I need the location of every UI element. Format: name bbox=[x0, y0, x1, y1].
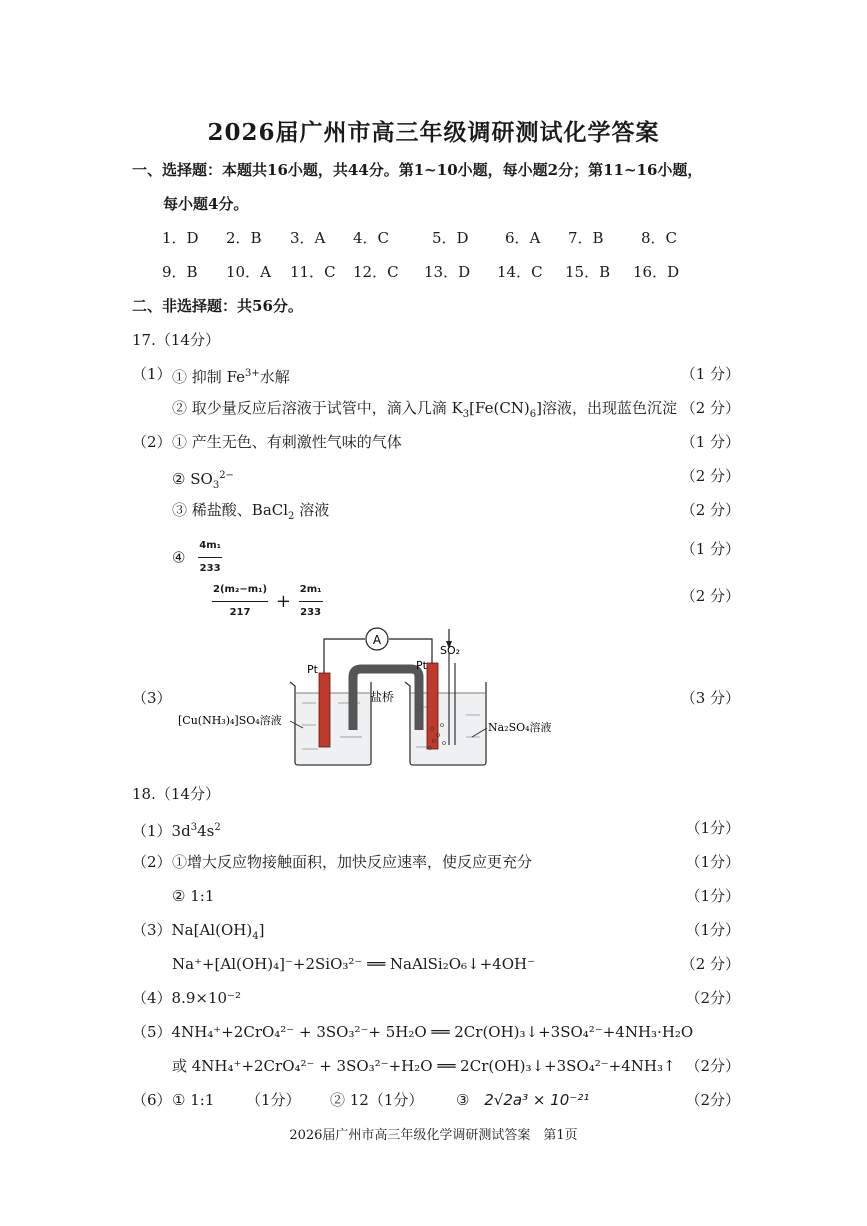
answer-5: 5．D bbox=[432, 229, 469, 247]
answer-3: 3．A bbox=[290, 229, 326, 247]
text: 产生无色、有刺激性气味的气体 bbox=[191, 433, 402, 451]
q17-p1-a bbox=[172, 364, 290, 387]
q17-p2-e-score: （2 分） bbox=[680, 587, 740, 605]
answer-2: 2．B bbox=[226, 229, 262, 247]
answer-4: 4．C bbox=[353, 229, 390, 247]
salt-bridge-label: 盐桥 bbox=[370, 690, 395, 704]
left-electrode-label: Pt bbox=[307, 663, 318, 676]
q17-p3-score: （3 分） bbox=[680, 689, 740, 707]
q18-p6-score: （2分） bbox=[685, 1091, 740, 1109]
answer-6: 6．A bbox=[505, 229, 541, 247]
text: 抑制 Fe bbox=[191, 368, 246, 386]
sup: 3+ bbox=[245, 368, 260, 379]
fraction-2 bbox=[299, 580, 323, 623]
mark: ② bbox=[172, 470, 186, 488]
q18-p5-score: （2分） bbox=[685, 1057, 740, 1075]
q17-p2-d-score: （1 分） bbox=[680, 540, 740, 558]
answer-11: 11．C bbox=[290, 263, 336, 281]
answer-12: 12．C bbox=[353, 263, 399, 281]
q18-p3 bbox=[132, 920, 264, 947]
mark: ④ bbox=[172, 548, 186, 567]
q17-p2-c bbox=[172, 500, 329, 527]
expression: 2√2a³ × 10⁻²¹ bbox=[484, 1091, 590, 1109]
sub: 2 bbox=[288, 511, 295, 522]
q17-p2-b-score: （2 分） bbox=[680, 467, 740, 485]
q18-p1 bbox=[132, 818, 221, 841]
page-title: 2026届广州市高三年级调研测试化学答案 bbox=[207, 119, 660, 146]
plus: + bbox=[275, 590, 291, 612]
fraction bbox=[198, 536, 222, 579]
q18-p2-b-score: （1分） bbox=[685, 887, 740, 905]
text: [Fe(CN) bbox=[469, 399, 530, 417]
section1-heading-line2: 每小题4分。 bbox=[163, 195, 249, 213]
denominator: 233 bbox=[199, 563, 221, 574]
sub: 4 bbox=[252, 931, 259, 942]
numerator: 2(m₂−m₁) bbox=[212, 580, 268, 602]
q17-p3-label: （3） bbox=[132, 689, 172, 707]
q18-p5-equation-2: 或 4NH₄⁺+2CrO₄²⁻ + 3SO₃²⁻+H₂O ══ 2Cr(OH)₃↓+3SO₄²⁻+4NH₃↑ bbox=[172, 1057, 676, 1075]
left-pt-electrode bbox=[319, 673, 330, 747]
q17-p2-a-score: （1 分） bbox=[680, 433, 740, 451]
gas-label: SO₂ bbox=[440, 644, 461, 657]
right-solution-label: Na₂SO₄溶液 bbox=[488, 721, 552, 734]
q18-p2-a: ①增大反应物接触面积，加快反应速率，使反应更充分 bbox=[172, 853, 533, 871]
q17-p1-b-score: （2 分） bbox=[680, 399, 740, 417]
text: （1）3d bbox=[132, 822, 191, 840]
answer-14: 14．C bbox=[497, 263, 543, 281]
ammeter-label: A bbox=[372, 633, 382, 647]
text: ] bbox=[258, 921, 265, 939]
q18-p6-c bbox=[456, 1090, 589, 1110]
q17-p2-d bbox=[172, 536, 222, 579]
answer-9: 9．B bbox=[162, 263, 198, 281]
answer-8: 8．C bbox=[641, 229, 678, 247]
q17-p2-e bbox=[212, 580, 323, 623]
mark: ① bbox=[172, 368, 188, 386]
q17-p2-c-score: （2 分） bbox=[680, 501, 740, 519]
q18-p3-equation: Na⁺+[Al(OH)₄]⁻+2SiO₃²⁻ ══ NaAlSi₂O₆↓+4OH⁻ bbox=[172, 955, 535, 973]
answer-13: 13．D bbox=[424, 263, 471, 281]
text: 溶液 bbox=[294, 501, 330, 519]
sup: 3 bbox=[190, 822, 198, 833]
q18-p6-a-score: （1分） bbox=[246, 1091, 301, 1109]
answer-7: 7．B bbox=[568, 229, 604, 247]
answer-16: 16．D bbox=[633, 263, 680, 281]
fraction-1 bbox=[212, 580, 268, 623]
q18-p6-a: ① 1:1 bbox=[172, 1091, 215, 1109]
q18-p2-label: （2） bbox=[132, 853, 172, 871]
text: 水解 bbox=[259, 368, 290, 386]
mark: ③ bbox=[456, 1091, 470, 1109]
q17-p1-b bbox=[172, 398, 677, 425]
mark: ① bbox=[172, 433, 188, 451]
q18-p3-score: （1分） bbox=[685, 921, 740, 939]
section1-heading-line1: 一、选择题：本题共16小题，共44分。第1~10小题，每小题2分；第11~16小题， bbox=[132, 161, 703, 179]
q17-p1-a-score: （1 分） bbox=[680, 365, 740, 383]
text: 取少量反应后溶液于试管中，滴入几滴 K bbox=[191, 399, 463, 417]
text: SO bbox=[190, 470, 213, 488]
q18-p6-b: ② 12（1分） bbox=[330, 1091, 424, 1109]
sub: 3 bbox=[462, 409, 470, 420]
text: （3）Na[Al(OH) bbox=[132, 921, 253, 939]
q18-p1-score: （1分） bbox=[685, 819, 740, 837]
answer-1: 1．D bbox=[162, 229, 199, 247]
q18-p3-eq-score: （2 分） bbox=[680, 955, 740, 973]
q17-p1-label: （1） bbox=[132, 365, 172, 383]
right-electrode-label: Pt bbox=[416, 659, 427, 672]
right-pt-electrode bbox=[427, 663, 438, 749]
sup: 2− bbox=[219, 470, 234, 481]
q18-p5-equation-1: （5）4NH₄⁺+2CrO₄²⁻ + 3SO₃²⁻+ 5H₂O ══ 2Cr(OH)₃↓+3SO₄²⁻+4NH₃·H₂O bbox=[132, 1023, 694, 1041]
left-solution-label: [Cu(NH₃)₄]SO₄溶液 bbox=[178, 714, 282, 727]
q17-p2-label: （2） bbox=[132, 433, 172, 451]
electrochemical-cell-diagram bbox=[170, 625, 570, 770]
mark: ③ bbox=[172, 501, 188, 519]
text: 4s bbox=[197, 822, 215, 840]
q17-header: 17.（14分） bbox=[132, 331, 220, 349]
denominator: 233 bbox=[300, 607, 322, 618]
section2-heading: 二、非选择题：共56分。 bbox=[132, 297, 303, 315]
q18-p4-score: （2分） bbox=[685, 989, 740, 1007]
q18-p6-label: （6） bbox=[132, 1091, 172, 1109]
numerator: 4m₁ bbox=[198, 536, 222, 558]
text: 稀盐酸、BaCl bbox=[191, 501, 289, 519]
q17-p2-a bbox=[172, 432, 402, 452]
page-footer: 2026届广州市高三年级化学调研测试答案 第1页 bbox=[289, 1128, 578, 1143]
numerator: 2m₁ bbox=[299, 580, 323, 602]
text: ]溶液，出现蓝色沉淀 bbox=[536, 399, 678, 417]
denominator: 217 bbox=[229, 607, 251, 618]
q18-p2-a-score: （1分） bbox=[685, 853, 740, 871]
sup: 2 bbox=[214, 822, 221, 833]
q18-p4: （4）8.9×10⁻² bbox=[132, 989, 241, 1007]
q17-p2-b bbox=[172, 466, 234, 496]
left-solution-fill bbox=[296, 693, 370, 764]
sub: 3 bbox=[212, 480, 220, 491]
mark: ② bbox=[172, 399, 188, 417]
sub: 6 bbox=[529, 409, 537, 420]
q18-header: 18.（14分） bbox=[132, 785, 220, 803]
q18-p2-b: ② 1:1 bbox=[172, 887, 215, 905]
answer-15: 15．B bbox=[565, 263, 611, 281]
answer-10: 10．A bbox=[226, 263, 271, 281]
